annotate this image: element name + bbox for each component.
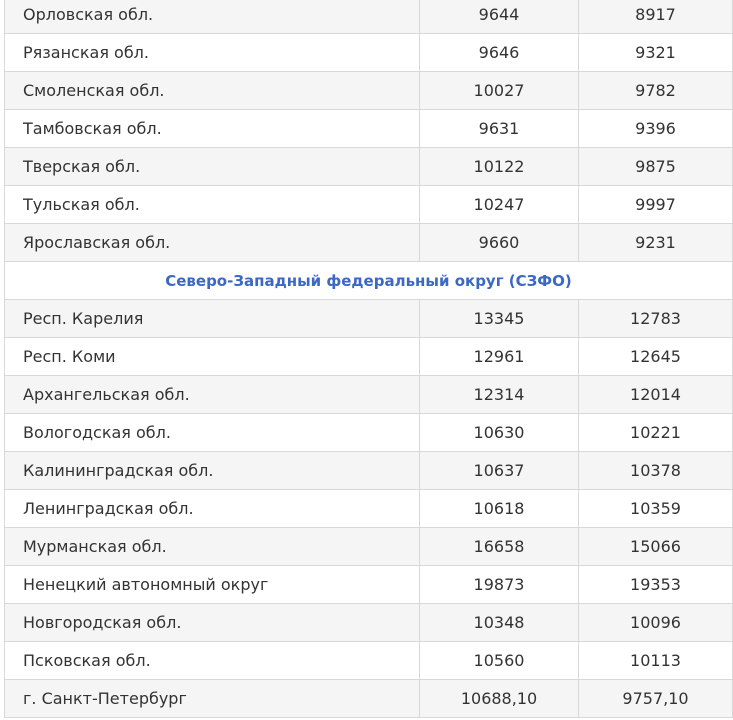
value-cell-1: 10630 [420,414,579,451]
region-cell: Ленинградская обл. [5,490,420,527]
region-cell: Смоленская обл. [5,72,420,109]
table-row [5,338,732,376]
value-cell-2: 9757,10 [622,688,689,708]
table-row [5,566,732,604]
table-row [5,34,732,72]
value-cell-1: 9644 [420,0,579,33]
value-cell-2: 10221 [630,422,681,442]
table-row [5,528,732,566]
region-cell: Тамбовская обл. [5,110,420,147]
value-cell-2: 9231 [635,232,676,252]
value-cell-2: 12014 [630,384,681,404]
region-cell: Респ. Карелия [5,300,420,337]
region-cell: Архангельская обл. [5,376,420,413]
value-cell-2: 8917 [635,4,676,24]
value-cell-1: 10247 [420,186,579,223]
region-cell: Новгородская обл. [5,604,420,641]
table-row [5,452,732,490]
value-cell-1: 9660 [420,224,579,261]
region-cell: Орловская обл. [5,0,420,33]
value-cell-2: 9875 [635,156,676,176]
table-row [5,110,732,148]
region-cell: Рязанская обл. [5,34,420,71]
value-cell-1: 10688,10 [420,680,579,717]
table-row [5,604,732,642]
table-row [5,642,732,680]
value-cell-1: 10618 [420,490,579,527]
value-cell-1: 12961 [420,338,579,375]
value-cell-1: 10348 [420,604,579,641]
value-cell-1: 10122 [420,148,579,185]
table-row [5,72,732,110]
value-cell-2: 19353 [630,574,681,594]
value-cell-1: 16658 [420,528,579,565]
region-cell: Респ. Коми [5,338,420,375]
region-cell: Псковская обл. [5,642,420,679]
table-row [5,680,732,718]
value-cell-2: 9997 [635,194,676,214]
value-cell-2: 10359 [630,498,681,518]
table-row [5,414,732,452]
value-cell-2: 9321 [635,42,676,62]
table-row [5,376,732,414]
region-cell: Мурманская обл. [5,528,420,565]
region-cell: Тульская обл. [5,186,420,223]
value-cell-2: 10113 [630,650,681,670]
data-table [4,0,733,718]
region-cell: Тверская обл. [5,148,420,185]
value-cell-2: 12645 [630,346,681,366]
table-row [5,224,732,262]
region-cell: г. Санкт-Петербург [5,680,420,717]
region-cell: Вологодская обл. [5,414,420,451]
value-cell-1: 9646 [420,34,579,71]
value-cell-2: 15066 [630,536,681,556]
value-cell-1: 10560 [420,642,579,679]
section-heading: Северо-Западный федеральный округ (СЗФО) [5,262,732,300]
region-cell: Калининградская обл. [5,452,420,489]
value-cell-1: 9631 [420,110,579,147]
value-cell-1: 12314 [420,376,579,413]
value-cell-1: 13345 [420,300,579,337]
value-cell-2: 9782 [635,80,676,100]
value-cell-1: 19873 [420,566,579,603]
table-row [5,490,732,528]
value-cell-2: 10378 [630,460,681,480]
table-row [5,0,732,34]
region-cell: Ярославская обл. [5,224,420,261]
value-cell-1: 10027 [420,72,579,109]
table-row [5,300,732,338]
value-cell-2: 10096 [630,612,681,632]
value-cell-2: 9396 [635,118,676,138]
table-row [5,186,732,224]
value-cell-2: 12783 [630,308,681,328]
value-cell-1: 10637 [420,452,579,489]
table-row [5,148,732,186]
region-cell: Ненецкий автономный округ [5,566,420,603]
